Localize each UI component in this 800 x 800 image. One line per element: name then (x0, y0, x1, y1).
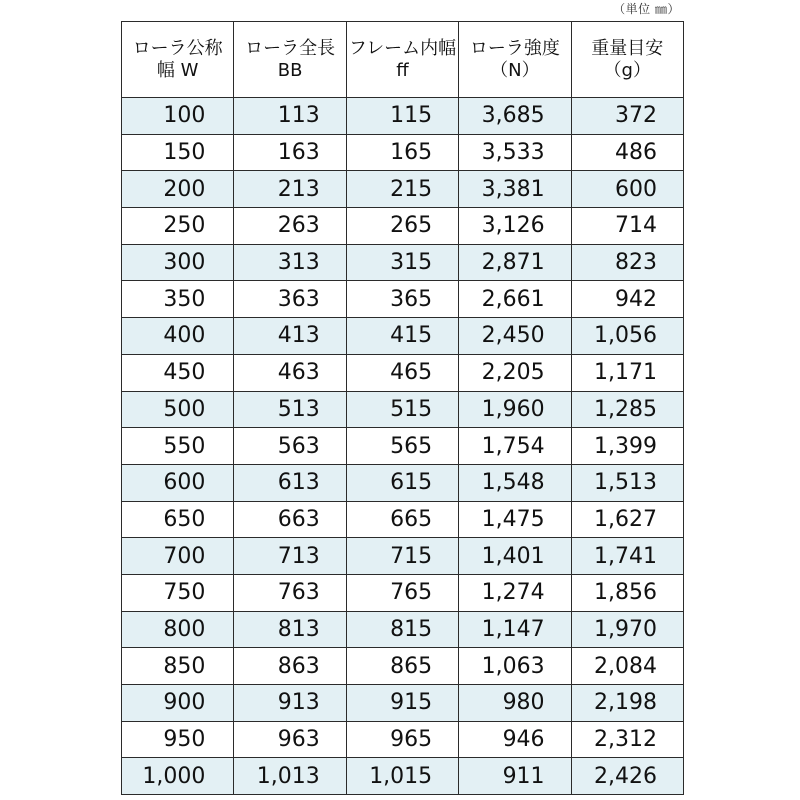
cell-weight: 2,198 (571, 685, 683, 722)
cell-frame-inner-width: 115 (346, 98, 458, 135)
header-weight (571, 22, 683, 98)
header-sublabel: 幅 W (156, 59, 199, 81)
roller-spec-table (121, 21, 684, 795)
cell-frame-inner-width: 965 (346, 721, 458, 758)
header-row (122, 22, 684, 98)
cell-roller-strength: 3,381 (459, 171, 571, 208)
cell-weight: 1,399 (571, 428, 683, 465)
cell-weight: 2,312 (571, 721, 683, 758)
cell-roller-length: 963 (234, 721, 346, 758)
cell-roller-length: 1,013 (234, 758, 346, 795)
cell-roller-length: 713 (234, 538, 346, 575)
cell-nominal-width: 150 (122, 134, 234, 171)
cell-roller-length: 413 (234, 318, 346, 355)
cell-nominal-width: 200 (122, 171, 234, 208)
cell-roller-length: 563 (234, 428, 346, 465)
cell-roller-length: 863 (234, 648, 346, 685)
cell-weight: 1,056 (571, 318, 683, 355)
cell-frame-inner-width: 615 (346, 464, 458, 501)
cell-nominal-width: 700 (122, 538, 234, 575)
header-sublabel: BB (277, 59, 303, 81)
cell-frame-inner-width: 365 (346, 281, 458, 318)
table-row (122, 501, 684, 538)
table-row (122, 538, 684, 575)
table-row (122, 685, 684, 722)
table-row (122, 574, 684, 611)
cell-roller-length: 113 (234, 98, 346, 135)
table-header (122, 22, 684, 98)
cell-nominal-width: 100 (122, 98, 234, 135)
cell-nominal-width: 900 (122, 685, 234, 722)
cell-weight: 1,741 (571, 538, 683, 575)
cell-weight: 1,513 (571, 464, 683, 501)
cell-weight: 1,970 (571, 611, 683, 648)
cell-roller-length: 263 (234, 208, 346, 245)
cell-weight: 1,627 (571, 501, 683, 538)
cell-frame-inner-width: 465 (346, 354, 458, 391)
header-sublabel: （N） (490, 59, 540, 81)
cell-frame-inner-width: 815 (346, 611, 458, 648)
cell-roller-strength: 2,871 (459, 244, 571, 281)
cell-frame-inner-width: 165 (346, 134, 458, 171)
cell-nominal-width: 400 (122, 318, 234, 355)
cell-frame-inner-width: 765 (346, 574, 458, 611)
cell-roller-strength: 2,450 (459, 318, 571, 355)
cell-roller-strength: 1,401 (459, 538, 571, 575)
cell-roller-strength: 1,274 (459, 574, 571, 611)
cell-roller-length: 913 (234, 685, 346, 722)
header-frame-inner-width (346, 22, 458, 98)
header-sublabel: ff (396, 59, 409, 81)
cell-frame-inner-width: 915 (346, 685, 458, 722)
header-label: フレーム内幅 (348, 37, 457, 59)
cell-nominal-width: 850 (122, 648, 234, 685)
cell-roller-length: 613 (234, 464, 346, 501)
cell-roller-strength: 3,126 (459, 208, 571, 245)
cell-frame-inner-width: 215 (346, 171, 458, 208)
cell-roller-strength: 1,960 (459, 391, 571, 428)
cell-roller-strength: 3,685 (459, 98, 571, 135)
header-sublabel: （g） (603, 59, 651, 81)
cell-weight: 2,426 (571, 758, 683, 795)
cell-frame-inner-width: 315 (346, 244, 458, 281)
table-body (122, 98, 684, 795)
header-label: ローラ全長 (245, 37, 336, 59)
cell-roller-length: 163 (234, 134, 346, 171)
cell-roller-strength: 911 (459, 758, 571, 795)
cell-roller-strength: 2,661 (459, 281, 571, 318)
table-row (122, 464, 684, 501)
cell-weight: 823 (571, 244, 683, 281)
cell-roller-length: 663 (234, 501, 346, 538)
cell-roller-length: 363 (234, 281, 346, 318)
cell-frame-inner-width: 1,015 (346, 758, 458, 795)
cell-nominal-width: 600 (122, 464, 234, 501)
cell-frame-inner-width: 415 (346, 318, 458, 355)
header-roller-length (234, 22, 346, 98)
header-roller-strength (459, 22, 571, 98)
cell-weight: 942 (571, 281, 683, 318)
cell-nominal-width: 750 (122, 574, 234, 611)
table-row (122, 611, 684, 648)
table-row (122, 648, 684, 685)
cell-roller-strength: 1,063 (459, 648, 571, 685)
cell-frame-inner-width: 665 (346, 501, 458, 538)
table-row (122, 208, 684, 245)
cell-frame-inner-width: 265 (346, 208, 458, 245)
header-nominal-width (122, 22, 234, 98)
cell-nominal-width: 1,000 (122, 758, 234, 795)
table-row (122, 318, 684, 355)
cell-roller-strength: 980 (459, 685, 571, 722)
cell-weight: 372 (571, 98, 683, 135)
cell-roller-strength: 946 (459, 721, 571, 758)
cell-roller-strength: 3,533 (459, 134, 571, 171)
cell-nominal-width: 800 (122, 611, 234, 648)
cell-weight: 714 (571, 208, 683, 245)
cell-nominal-width: 550 (122, 428, 234, 465)
cell-weight: 1,285 (571, 391, 683, 428)
cell-roller-length: 813 (234, 611, 346, 648)
cell-weight: 600 (571, 171, 683, 208)
cell-nominal-width: 950 (122, 721, 234, 758)
cell-roller-length: 763 (234, 574, 346, 611)
cell-nominal-width: 500 (122, 391, 234, 428)
cell-weight: 1,856 (571, 574, 683, 611)
cell-weight: 486 (571, 134, 683, 171)
cell-frame-inner-width: 565 (346, 428, 458, 465)
cell-roller-length: 513 (234, 391, 346, 428)
table-row (122, 171, 684, 208)
table-row (122, 281, 684, 318)
table-row (122, 721, 684, 758)
table-row (122, 354, 684, 391)
table-row (122, 98, 684, 135)
cell-roller-strength: 1,548 (459, 464, 571, 501)
header-label: ローラ強度 (469, 37, 560, 59)
unit-note: （単位 ㎜） (613, 2, 680, 16)
cell-nominal-width: 450 (122, 354, 234, 391)
cell-frame-inner-width: 515 (346, 391, 458, 428)
cell-weight: 2,084 (571, 648, 683, 685)
cell-nominal-width: 250 (122, 208, 234, 245)
cell-roller-length: 463 (234, 354, 346, 391)
cell-frame-inner-width: 715 (346, 538, 458, 575)
header-label: ローラ公称 (132, 37, 223, 59)
cell-roller-strength: 2,205 (459, 354, 571, 391)
cell-roller-strength: 1,475 (459, 501, 571, 538)
cell-roller-strength: 1,754 (459, 428, 571, 465)
cell-nominal-width: 300 (122, 244, 234, 281)
table-row (122, 391, 684, 428)
cell-roller-length: 213 (234, 171, 346, 208)
cell-weight: 1,171 (571, 354, 683, 391)
cell-roller-strength: 1,147 (459, 611, 571, 648)
cell-nominal-width: 650 (122, 501, 234, 538)
header-label: 重量目安 (591, 37, 664, 59)
cell-frame-inner-width: 865 (346, 648, 458, 685)
table-row (122, 244, 684, 281)
table-row (122, 134, 684, 171)
cell-roller-length: 313 (234, 244, 346, 281)
table-row (122, 428, 684, 465)
table-row (122, 758, 684, 795)
cell-nominal-width: 350 (122, 281, 234, 318)
